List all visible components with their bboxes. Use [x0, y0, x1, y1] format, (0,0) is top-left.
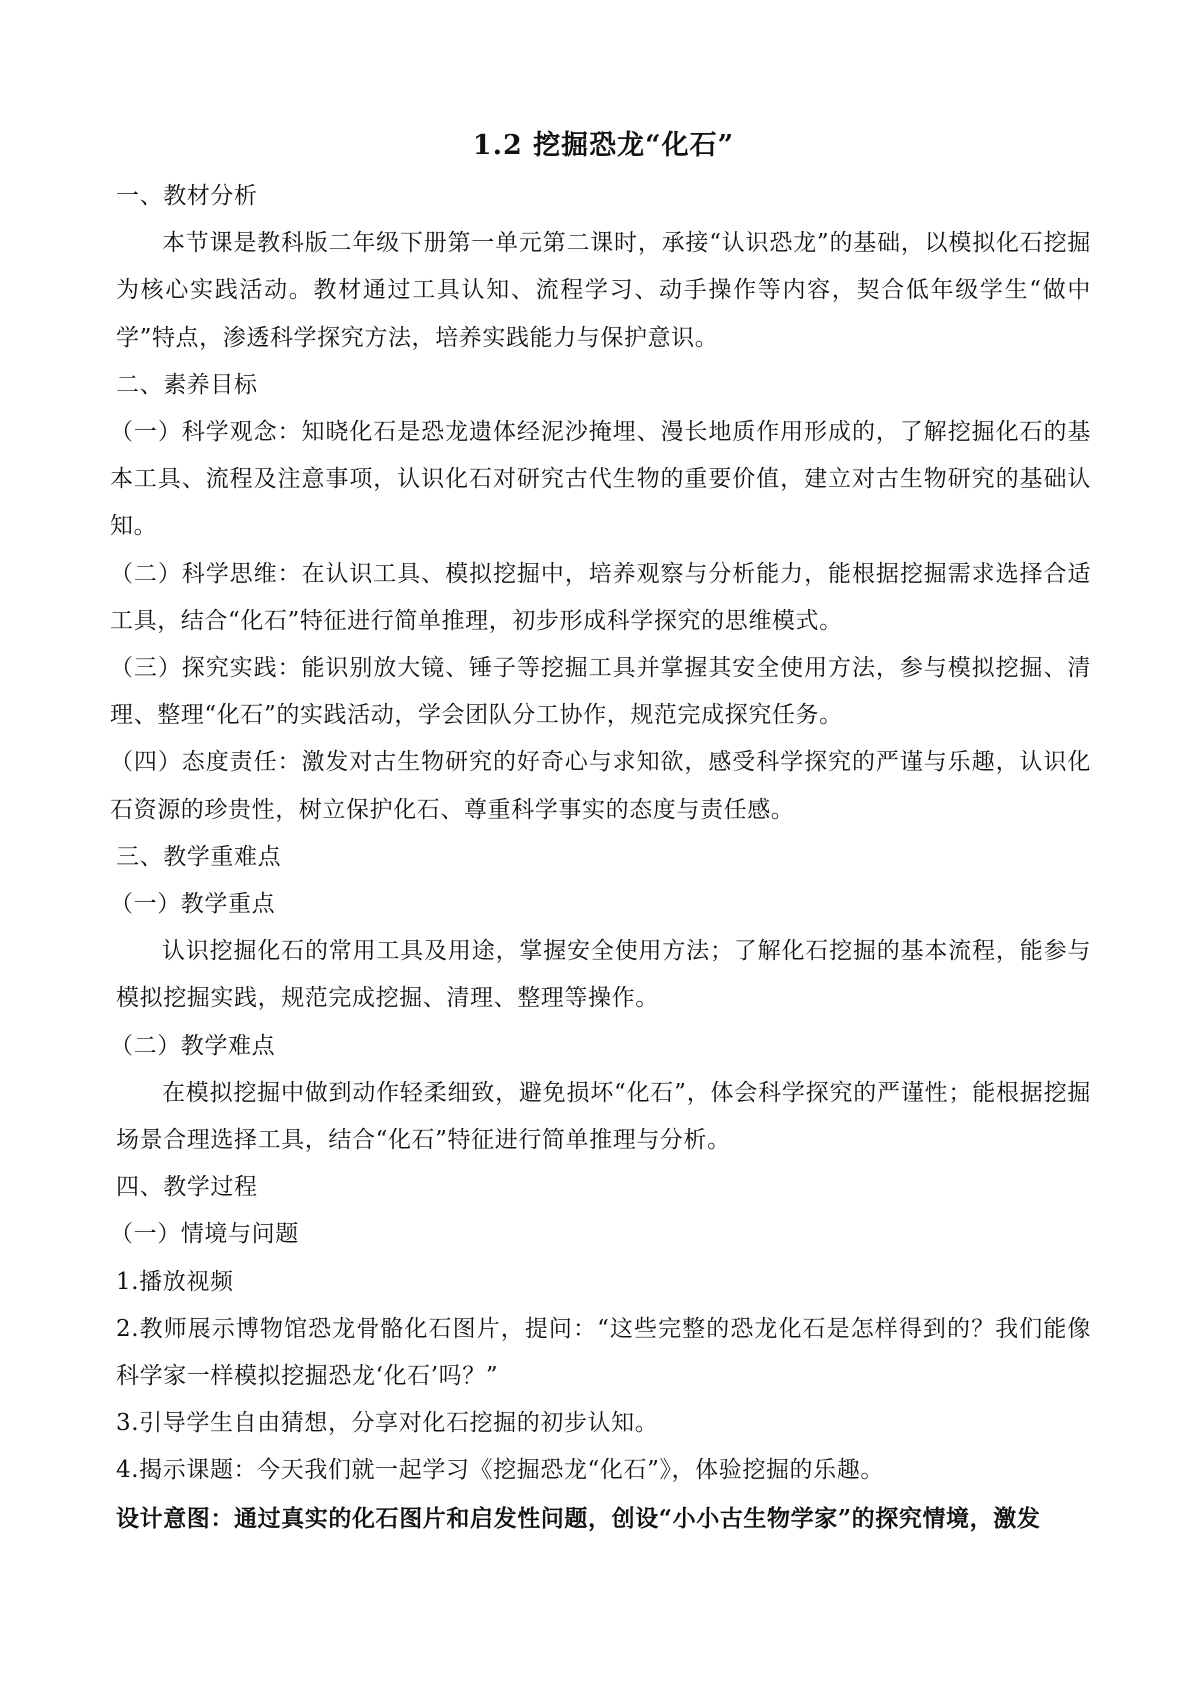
- process-step-1: 1.播放视频: [116, 1268, 234, 1295]
- section-heading-goals: 二、素养目标: [116, 371, 258, 398]
- document-page: [110, 124, 1091, 1542]
- goal-science-concept: （一）科学观念：知晓化石是恐龙遗体经泥沙掩埋、漫长地质作用形成的，了解挖掘化石的基本工具、流程及注意事项，认识化石对研究古代生物的重要价值，建立对古生物研究的基础认知。: [110, 419, 1091, 540]
- process-step-4: 4.揭示课题：今天我们就一起学习《挖掘恐龙“化石”》，体验挖掘的乐趣。: [116, 1457, 884, 1484]
- key-point-paragraph: 认识挖掘化石的常用工具及用途，掌握安全使用方法；了解化石挖掘的基本流程，能参与模拟挖掘实践，规范完成挖掘、清理、整理等操作。: [116, 938, 1091, 1012]
- process-step-3: 3.引导学生自由猜想，分享对化石挖掘的初步认知。: [116, 1410, 659, 1437]
- section-heading-process: 四、教学过程: [116, 1174, 258, 1201]
- subheading-difficult-point: （二）教学难点: [110, 1032, 276, 1059]
- goal-inquiry-practice: （三）探究实践：能识别放大镜、锤子等挖掘工具并掌握其安全使用方法，参与模拟挖掘、清理、整理“化石”的实践活动，学会团队分工协作，规范完成探究任务。: [110, 655, 1091, 729]
- goal-science-thinking: （二）科学思维：在认识工具、模拟挖掘中，培养观察与分析能力，能根据挖掘需求选择合适工具，结合“化石”特征进行简单推理，初步形成科学探究的思维模式。: [110, 560, 1091, 634]
- goal-attitude-responsibility: （四）态度责任：激发对古生物研究的好奇心与求知欲，感受科学探究的严谨与乐趣，认识化石资源的珍贵性，树立保护化石、尊重科学事实的态度与责任感。: [110, 749, 1091, 823]
- materials-analysis-paragraph: 本节课是教科版二年级下册第一单元第二课时，承接“认识恐龙”的基础，以模拟化石挖掘为核心实践活动。教材通过工具认知、流程学习、动手操作等内容，契合低年级学生“做中学”特点，渗透科学探究方法，培养实践能力与保护意识。: [116, 230, 1091, 351]
- process-step-2: 2.教师展示博物馆恐龙骨骼化石图片，提问：“这些完整的恐龙化石是怎样得到的？我们能像科学家一样模拟挖掘恐龙‘化石’吗？”: [116, 1315, 1091, 1390]
- document-title: 1.2 挖掘恐龙“化石”: [472, 130, 735, 161]
- design-intent: 设计意图：通过真实的化石图片和启发性问题，创设“小小古生物学家”的探究情境，激发: [116, 1504, 1041, 1532]
- difficult-point-paragraph: 在模拟挖掘中做到动作轻柔细致，避免损坏“化石”，体会科学探究的严谨性；能根据挖掘场景合理选择工具，结合“化石”特征进行简单推理与分析。: [116, 1079, 1091, 1154]
- section-heading-materials: 一、教材分析: [116, 183, 258, 209]
- subheading-key-point: （一）教学重点: [110, 891, 276, 918]
- section-heading-key-points: 三、教学重难点: [116, 843, 282, 870]
- subheading-situation-question: （一）情境与问题: [110, 1221, 299, 1248]
